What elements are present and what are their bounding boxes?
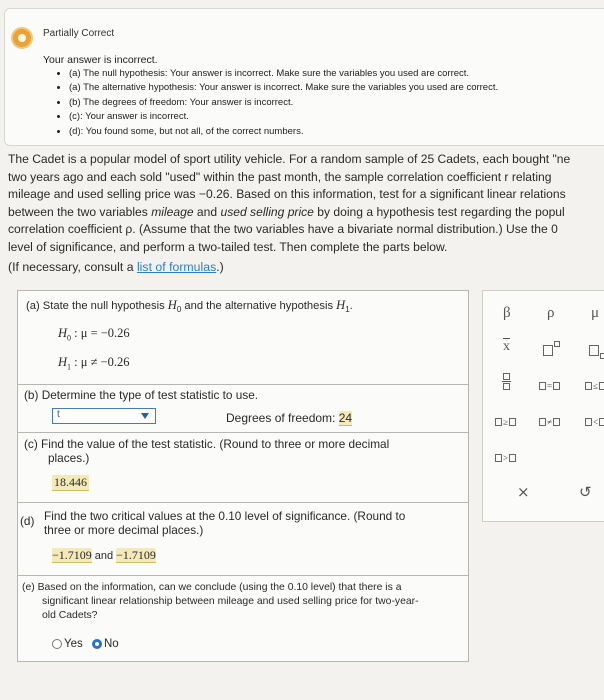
alternative-hypothesis-answer[interactable]: $H_1$ : μ ≠ −0.26 [58,355,130,372]
test-statistic-input[interactable]: 18.446 [54,475,87,489]
not-equal-button[interactable]: ≠ [539,413,560,431]
part-e [18,575,468,661]
feedback-list [49,67,498,139]
radio-yes[interactable] [52,639,62,649]
subscript-button[interactable] [589,341,604,359]
feedback-item: • (d): You found some, but not all, of the correct numbers. [69,125,498,139]
undo-icon[interactable]: ↺ [579,483,592,501]
feedback-panel [4,8,604,146]
fraction-button[interactable] [503,373,511,390]
degrees-of-freedom: Degrees of freedom: 24 [226,411,353,425]
formulas-link[interactable]: list of formulas [136,260,217,274]
part-e-prompt: (e) Based on the information, can we conclude (using the 0.10 level) that there is a significant linear relationship between mileage and used selling price for two-year- old Cadets? [22,582,419,621]
superscript-button[interactable] [543,341,560,359]
degrees-of-freedom-input[interactable]: 24 [338,411,353,425]
chevron-down-icon [141,413,149,419]
clear-icon[interactable]: × [517,483,530,501]
critical-value-2-input[interactable]: −1.7109 [116,548,156,562]
mu-button[interactable]: μ [591,305,600,321]
feedback-item: • (a) The null hypothesis: Your answer is incorrect. Make sure the variables you used are correct. [69,67,498,81]
problem-line: mileage and used selling price was −0.26. Based on this information, test for a significant linear relations [8,187,566,201]
xbar-button[interactable]: $\overline{x}$ [503,339,510,354]
critical-value-1-input[interactable]: −1.7109 [52,548,92,562]
part-d-prompt: Find the two critical values at the 0.10 level of significance. (Round to three or more decimal places.) [44,509,406,537]
equals-button[interactable]: = [539,377,560,395]
feedback-message: Your answer is incorrect. [43,54,158,66]
greater-equal-button[interactable]: ≥ [495,413,516,431]
feedback-item: • (a) The alternative hypothesis: Your answer is incorrect. Make sure the variables you used are correct. [69,81,498,95]
part-a-prompt: (a) State the null hypothesis $H_0$ and the alternative hypothesis $H_1$. [26,298,353,315]
feedback-title: Partially Correct [43,28,115,39]
part-c [18,432,468,503]
problem-line: two years ago and each sold "used" within the past month, the sample correlation coefficient r relating [8,169,552,184]
less-equal-button[interactable]: ≤ [585,377,604,395]
radio-yes-label: Yes [64,638,83,650]
problem-line: correlation coefficient ρ. (Assume that the two variables have a bivariate normal distribution.) Use the 0 [8,222,558,236]
part-a [18,291,468,385]
critical-values: −1.7109 and −1.7109 [52,548,156,562]
rho-button[interactable]: ρ [547,305,555,321]
feedback-item: • (b) The degrees of freedom: Your answer is incorrect. [69,96,498,110]
partially-correct-icon [11,27,33,49]
test-statistic-dropdown[interactable] [52,408,156,424]
beta-button[interactable]: β [503,305,511,321]
problem-line: level of significance, and perform a two-tailed test. Then complete the parts below. [8,239,448,254]
symbol-palette [482,290,604,522]
problem-line: The Cadet is a popular model of sport utility vehicle. For a random sample of 25 Cadets, each bought "ne [8,152,571,166]
dropdown-value: t [57,409,60,420]
radio-no-label: No [104,638,119,650]
feedback-item: • (c): Your answer is incorrect. [69,110,498,124]
answer-panel [17,290,469,662]
greater-than-button[interactable]: > [495,449,516,467]
part-d-label: (d) [20,514,35,528]
problem-line: between the two variables mileage and used selling price by doing a hypothesis test regarding the popul [8,204,565,219]
part-d [18,502,468,576]
less-than-button[interactable]: < [585,413,604,431]
part-c-prompt: (c) Find the value of the test statistic. (Round to three or more decimal places.) [24,437,390,465]
radio-no[interactable] [92,639,102,649]
problem-statement [8,151,604,256]
null-hypothesis-answer[interactable]: $H_0$ : μ = −0.26 [58,326,130,343]
part-b-prompt: (b) Determine the type of test statistic to use. [24,388,259,402]
consult-formulas: (If necessary, consult a list of formulas.) [8,260,224,274]
